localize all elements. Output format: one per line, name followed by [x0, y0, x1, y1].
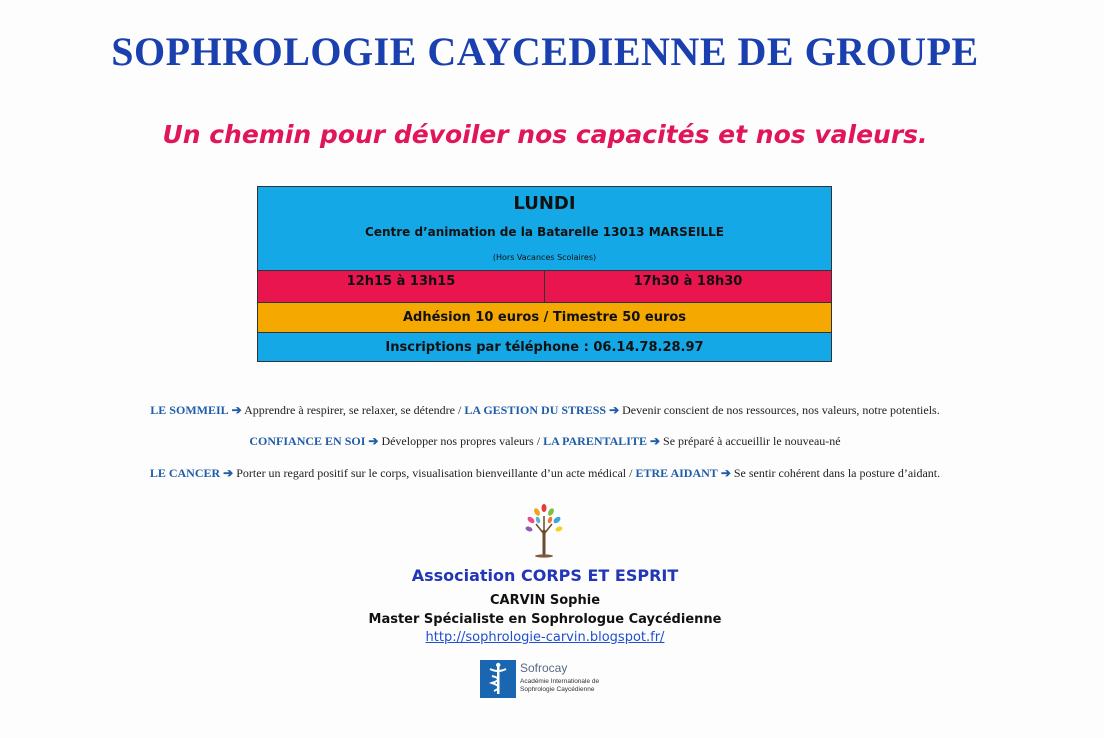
schedule-table — [257, 186, 832, 362]
arrow-icon: ➔ — [231, 403, 242, 417]
contact-name: CARVIN Sophie — [489, 593, 601, 608]
theme-keyword: LA GESTION DU STRESS — [464, 403, 607, 417]
contact-role: Master Spécialiste en Sophrologue Caycédienne — [368, 612, 722, 627]
theme-keyword: CONFIANCE EN SOI — [249, 434, 366, 448]
arrow-icon: ➔ — [368, 434, 379, 448]
day-label: LUNDI — [513, 193, 576, 214]
tree-logo-icon — [522, 500, 566, 558]
sofrocay-logo — [480, 660, 616, 700]
association-name: Association CORPS ET ESPRIT — [411, 566, 679, 585]
logo-brand: Sofrocay — [520, 661, 568, 675]
theme-text: Se préparé à accueillir le nouveau-né — [663, 434, 841, 448]
time-slot-1: 12h15 à 13h15 — [258, 271, 545, 303]
caduceus-icon — [480, 660, 516, 698]
arrow-icon: ➔ — [223, 466, 234, 480]
theme-keyword: LE CANCER — [149, 466, 221, 480]
theme-text: Porter un regard positif sur le corps, visualisation bienveillante d’un acte médical / — [236, 466, 633, 480]
fees-row: Adhésion 10 euros / Timestre 50 euros — [258, 303, 832, 333]
page-title: SOPHROLOGIE CAYCEDIENNE DE GROUPE — [111, 29, 979, 74]
location-label: Centre d’animation de la Batarelle 13013 MARSEILLE — [365, 225, 724, 239]
theme-keyword: LA PARENTALITE — [543, 434, 647, 448]
theme-keyword: LE SOMMEIL — [150, 403, 229, 417]
theme-keyword: ETRE AIDANT — [635, 466, 718, 480]
theme-text: Se sentir cohérent dans la posture d’aidant. — [733, 466, 941, 480]
arrow-icon: ➔ — [720, 466, 731, 480]
theme-line-2 — [0, 434, 1090, 449]
theme-line-1 — [0, 403, 1090, 418]
arrow-icon: ➔ — [649, 434, 661, 448]
arrow-icon: ➔ — [609, 403, 620, 417]
subtitle: Un chemin pour dévoiler nos capacités et nos valeurs. — [162, 120, 928, 149]
theme-line-3 — [0, 466, 1090, 481]
theme-text: Devenir conscient de nos ressources, nos valeurs, notre potentiels. — [622, 403, 940, 417]
theme-text: Développer nos propres valeurs / — [381, 434, 541, 448]
logo-subtitle: Académie Internationale de Sophrologie Caycédienne — [520, 678, 600, 693]
registration-row: Inscriptions par téléphone : 06.14.78.28.97 — [258, 333, 832, 362]
holiday-note: (Hors Vacances Scolaires) — [492, 253, 597, 262]
theme-text: Apprendre à respirer, se relaxer, se détendre / — [244, 403, 462, 417]
schedule-header — [258, 187, 832, 271]
blog-link[interactable]: http://sophrologie-carvin.blogspot.fr/ — [425, 630, 665, 645]
time-slot-2: 17h30 à 18h30 — [545, 271, 832, 303]
